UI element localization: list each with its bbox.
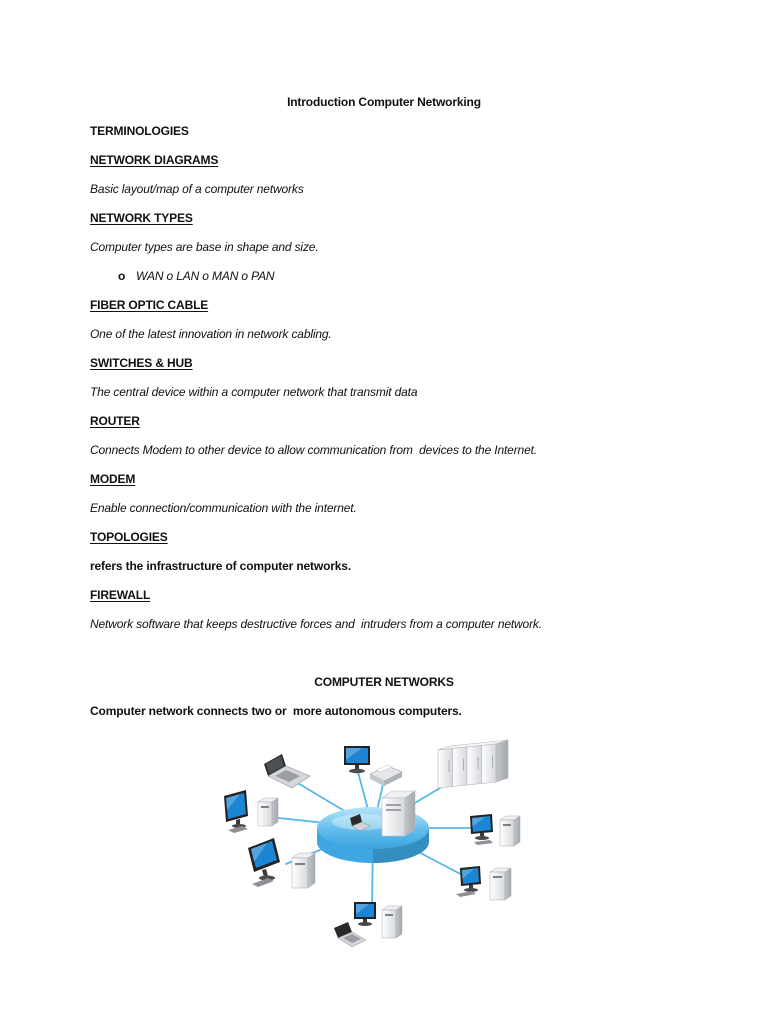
tower-computer-icon xyxy=(382,906,402,938)
section-heading-terminologies: TERMINOLOGIES xyxy=(90,124,189,138)
definition-firewall: Network software that keeps destructive forces and intruders from a computer network. xyxy=(90,617,542,631)
term-network-diagrams: NETWORK DIAGRAMS xyxy=(90,153,219,167)
network-types-list-text: WAN o LAN o MAN o PAN xyxy=(136,269,275,283)
definition-topologies: refers the infrastructure of computer networks. xyxy=(90,559,352,573)
monitor-icon xyxy=(344,746,370,773)
tower-computer-icon xyxy=(258,798,278,826)
term-network-types: NETWORK TYPES xyxy=(90,211,193,225)
term-switches-hub: SWITCHES & HUB xyxy=(90,356,193,370)
definition-network-types: Computer types are base in shape and size. xyxy=(90,240,319,254)
definition-network-diagrams: Basic layout/map of a computer networks xyxy=(90,182,304,196)
document-title: Introduction Computer Networking xyxy=(287,95,481,109)
definition-switches-hub: The central device within a computer network that transmit data xyxy=(90,385,418,399)
keyboard-icon xyxy=(456,891,476,897)
term-fiber-optic-cable: FIBER OPTIC CABLE xyxy=(90,298,209,312)
blank-line xyxy=(90,639,678,668)
monitor-icon xyxy=(460,866,481,892)
network-diagram-figure xyxy=(212,736,528,952)
central-server-icon xyxy=(382,791,415,836)
keyboard-icon xyxy=(474,840,493,845)
term-router: ROUTER xyxy=(90,414,140,428)
network-types-list xyxy=(90,262,678,291)
monitor-icon xyxy=(224,790,248,828)
printer-icon xyxy=(370,765,402,786)
monitor-icon xyxy=(470,814,493,840)
monitor-icon xyxy=(354,902,376,926)
definition-modem: Enable connection/communication with the internet. xyxy=(90,501,357,515)
server-rack-icon xyxy=(438,740,508,788)
definition-router: Connects Modem to other device to allow communication from devices to the Internet. xyxy=(90,443,537,457)
term-modem: MODEM xyxy=(90,472,136,486)
laptop-icon xyxy=(264,754,310,788)
monitor-icon xyxy=(248,838,280,881)
laptop-icon xyxy=(334,922,366,947)
computer-networks-text: Computer network connects two or more autonomous computers. xyxy=(90,704,462,718)
document-body xyxy=(90,88,678,726)
list-bullet: o xyxy=(118,269,126,283)
definition-fiber-optic-cable: One of the latest innovation in network cabling. xyxy=(90,327,332,341)
term-topologies: TOPOLOGIES xyxy=(90,530,168,544)
tower-computer-icon xyxy=(490,868,511,900)
section-heading-computer-networks: COMPUTER NETWORKS xyxy=(314,675,454,689)
tower-computer-icon xyxy=(292,853,315,888)
term-firewall: FIREWALL xyxy=(90,588,151,602)
tower-computer-icon xyxy=(500,816,520,846)
